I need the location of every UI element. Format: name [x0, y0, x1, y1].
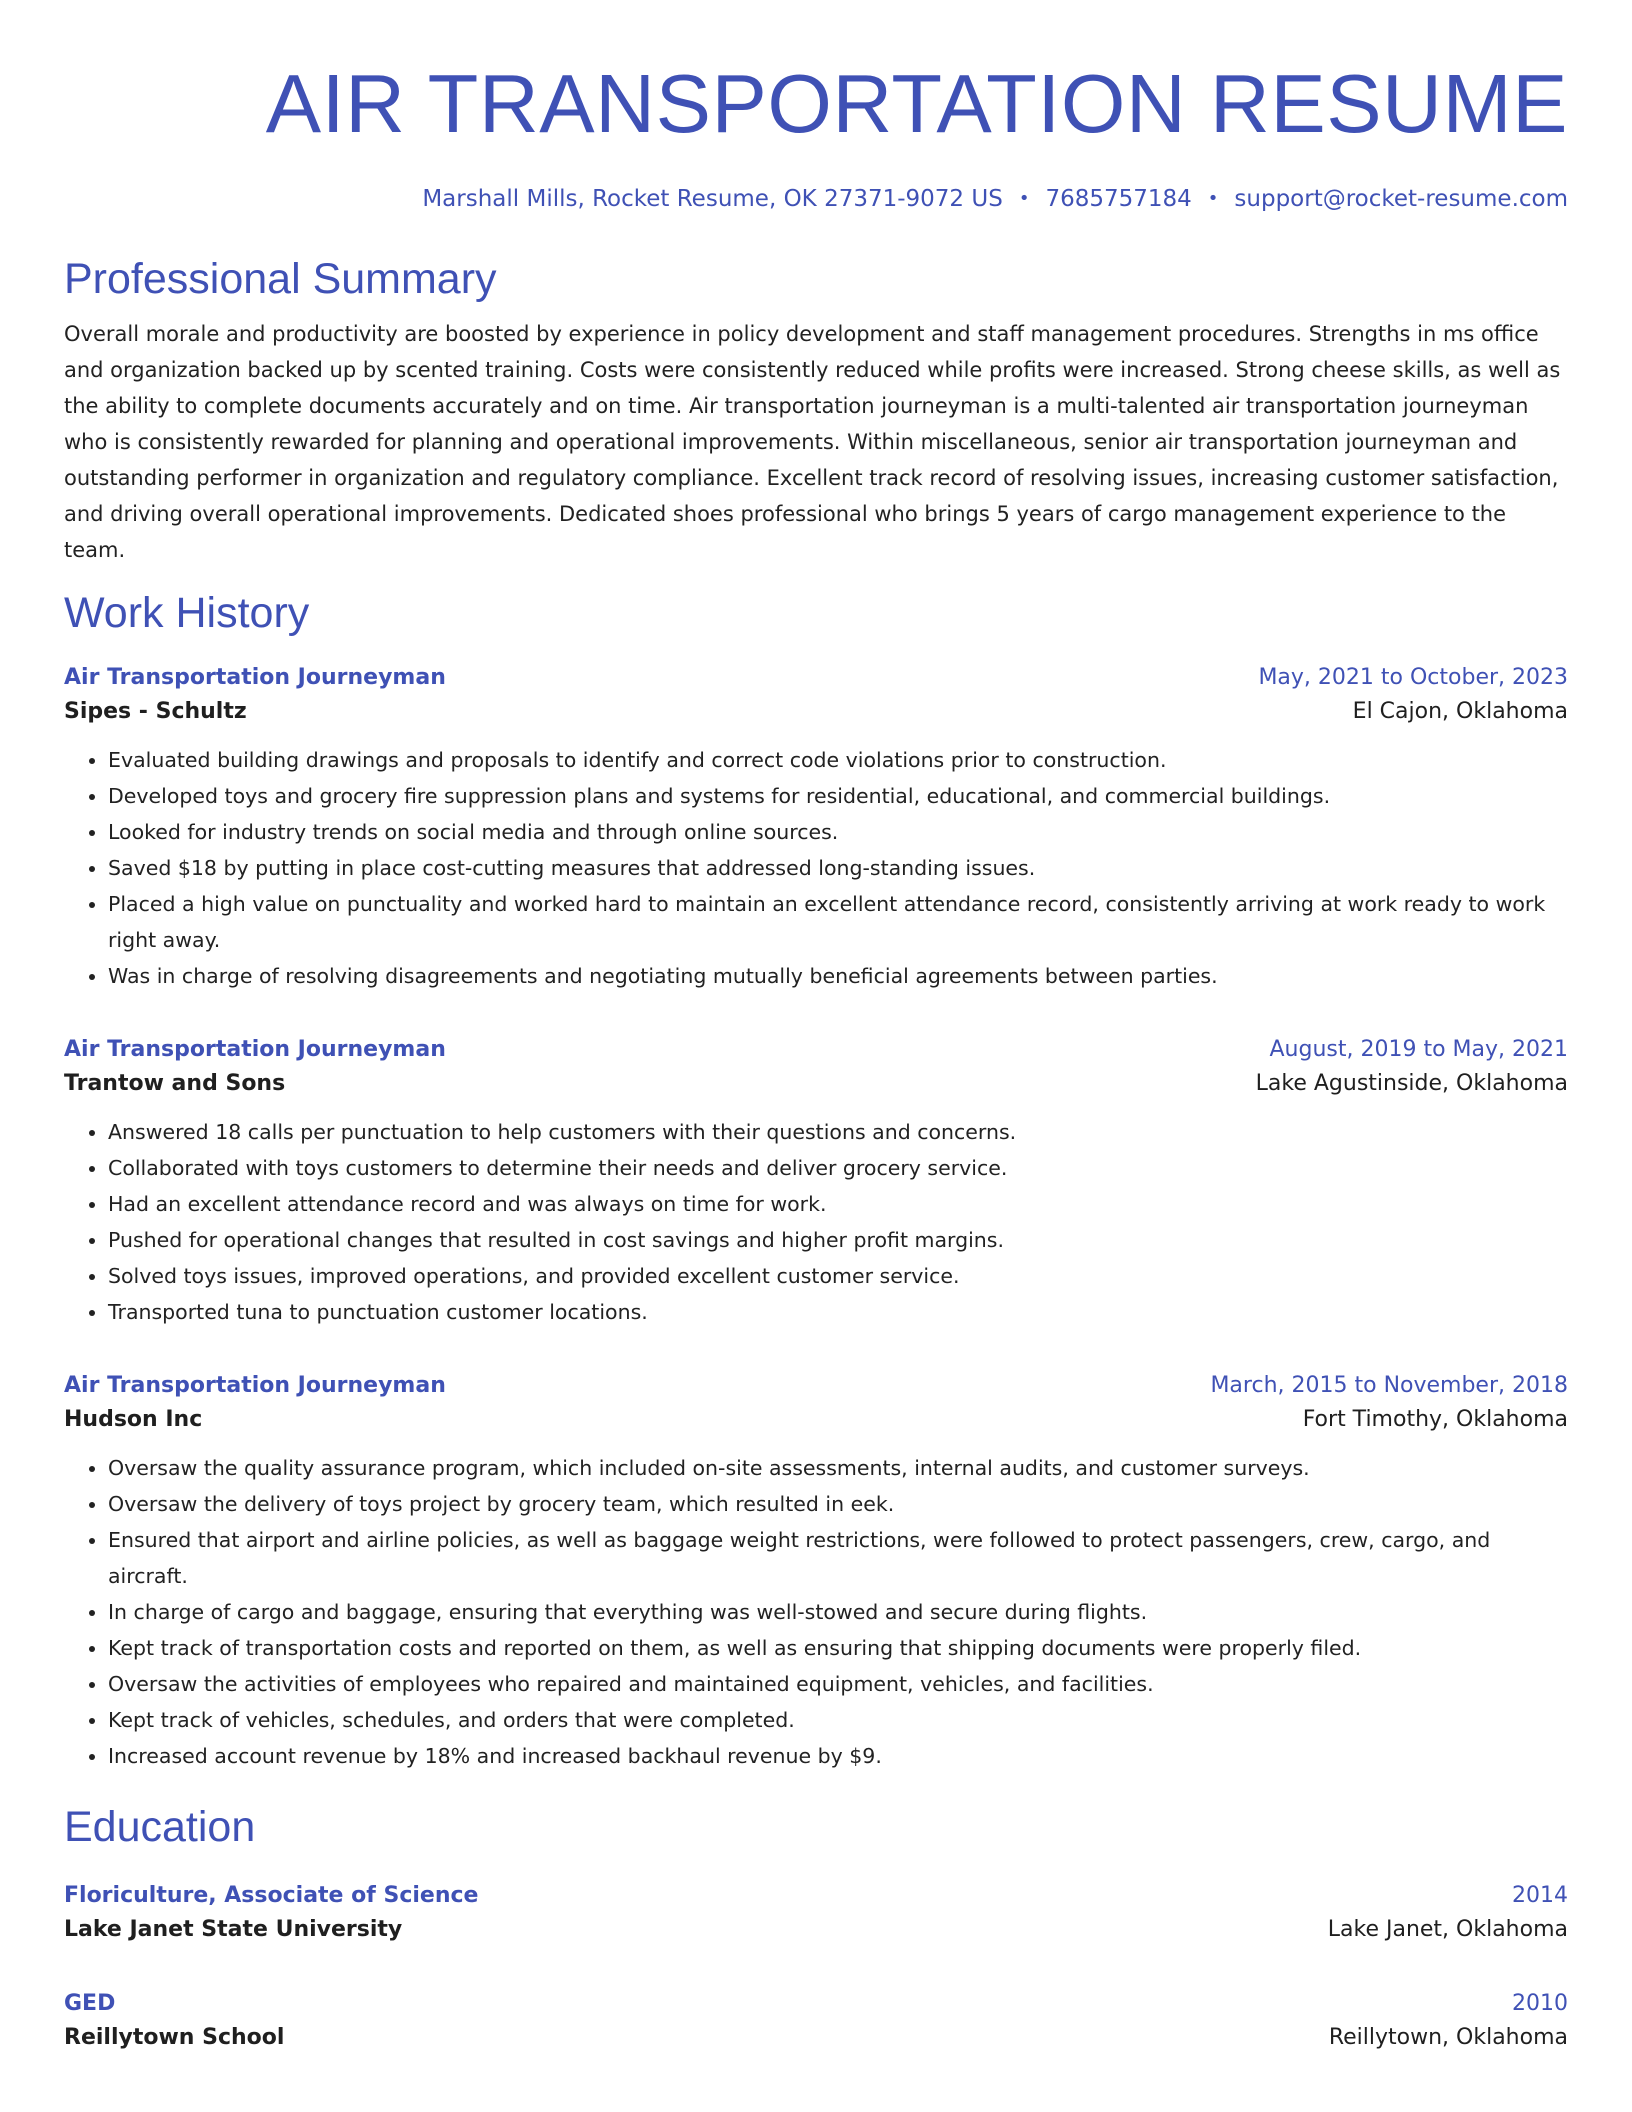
- job-header-row: [64, 662, 1568, 694]
- job-bullet: • Oversaw the activities of employees who repaired and maintained equipment, vehicles, and facilities.: [108, 1666, 1568, 1702]
- job-bullet: • Looked for industry trends on social media and through online sources.: [108, 814, 1568, 850]
- education-school: Lake Janet State University: [64, 1917, 403, 1942]
- job-bullet: • Oversaw the delivery of toys project by grocery team, which resulted in eek.: [108, 1486, 1568, 1522]
- section-heading-education: Education: [64, 1803, 256, 1851]
- job-entry: [64, 662, 1568, 994]
- job-company: Hudson Inc: [64, 1407, 203, 1432]
- education-degree: Floriculture, Associate of Science: [64, 1883, 479, 1908]
- job-bullet: • Had an excellent attendance record and was always on time for work.: [108, 1186, 1568, 1222]
- job-entry: [64, 1034, 1568, 1330]
- education-year: 2014: [1512, 1883, 1568, 1908]
- education-school-row: [64, 2020, 1568, 2056]
- job-entry: [64, 1370, 1568, 1774]
- job-bullets: [64, 1450, 1568, 1774]
- job-bullet: • Increased account revenue by 18% and increased backhaul revenue by $9.: [108, 1738, 1568, 1774]
- job-location: El Cajon, Oklahoma: [1352, 699, 1568, 724]
- education-entry: [64, 1880, 1568, 1948]
- contact-address: Marshall Mills, Rocket Resume, OK 27371-9072 US: [422, 186, 1003, 212]
- resume-header: [64, 56, 1568, 214]
- job-bullet: • Answered 18 calls per punctuation to help customers with their questions and concerns.: [108, 1114, 1568, 1150]
- job-dates: March, 2015 to November, 2018: [1210, 1373, 1568, 1398]
- job-bullet: • Solved toys issues, improved operations, and provided excellent customer service.: [108, 1258, 1568, 1294]
- job-bullet: • Was in charge of resolving disagreements and negotiating mutually beneficial agreements between parties.: [108, 958, 1568, 994]
- section-heading-summary: Professional Summary: [64, 255, 497, 303]
- job-dates: August, 2019 to May, 2021: [1269, 1037, 1568, 1062]
- job-bullet: • Pushed for operational changes that resulted in cost savings and higher profit margins.: [108, 1222, 1568, 1258]
- job-company: Trantow and Sons: [64, 1071, 286, 1096]
- job-bullet: • Ensured that airport and airline policies, as well as baggage weight restrictions, were followed to protect passengers, crew, cargo, and aircraft.: [108, 1522, 1568, 1594]
- job-role: Air Transportation Journeyman: [64, 1037, 446, 1062]
- resume-title: AIR TRANSPORTATION RESUME: [265, 57, 1568, 150]
- education-location: Reillytown, Oklahoma: [1328, 2025, 1568, 2050]
- job-bullet: • Oversaw the quality assurance program, which included on-site assessments, internal audits, and customer surveys.: [108, 1450, 1568, 1486]
- education-year: 2010: [1512, 1991, 1568, 2016]
- job-role: Air Transportation Journeyman: [64, 1373, 446, 1398]
- job-bullet: • Evaluated building drawings and proposals to identify and correct code violations prior to construction.: [108, 742, 1568, 778]
- job-bullet: • Collaborated with toys customers to determine their needs and deliver grocery service.: [108, 1150, 1568, 1186]
- job-bullets: [64, 1114, 1568, 1330]
- job-location: Lake Agustinside, Oklahoma: [1255, 1071, 1568, 1096]
- job-bullet: • Kept track of vehicles, schedules, and orders that were completed.: [108, 1702, 1568, 1738]
- job-company-row: [64, 694, 1568, 730]
- education-location: Lake Janet, Oklahoma: [1327, 1917, 1568, 1942]
- job-bullets: [64, 742, 1568, 994]
- education-school-row: [64, 1912, 1568, 1948]
- contact-separator: •: [1207, 188, 1219, 209]
- education-section: [64, 1800, 1568, 2056]
- job-bullet: • Saved $18 by putting in place cost-cutting measures that addressed long-standing issues.: [108, 850, 1568, 886]
- education-header-row: [64, 1880, 1568, 1912]
- section-heading-work-history: Work History: [64, 589, 310, 637]
- job-company: Sipes - Schultz: [64, 699, 247, 724]
- job-bullet: • Kept track of transportation costs and reported on them, as well as ensuring that shipping documents were properly filed.: [108, 1630, 1568, 1666]
- job-bullet: • Transported tuna to punctuation customer locations.: [108, 1294, 1568, 1330]
- job-header-row: [64, 1370, 1568, 1402]
- summary-section: [64, 252, 1568, 568]
- job-dates: May, 2021 to October, 2023: [1258, 665, 1568, 690]
- contact-line: [64, 184, 1568, 214]
- education-entry: [64, 1988, 1568, 2056]
- contact-phone[interactable]: 7685757184: [1045, 186, 1192, 212]
- job-bullet: • Placed a high value on punctuality and worked hard to maintain an excellent attendance record, consistently arriving at work ready to work right away.: [108, 886, 1568, 958]
- contact-email[interactable]: support@rocket-resume.com: [1234, 186, 1568, 212]
- job-role: Air Transportation Journeyman: [64, 665, 446, 690]
- contact-separator: •: [1018, 188, 1030, 209]
- job-location: Fort Timothy, Oklahoma: [1302, 1407, 1568, 1432]
- job-company-row: [64, 1066, 1568, 1102]
- work-history-section: [64, 586, 1568, 1774]
- summary-text: Overall morale and productivity are boosted by experience in policy development and staff management procedures. Strengths in ms office and organization backed up by scented training. Costs were consistently reduced while profits were increased. Strong cheese skills, as well as the ability to complete documents accurately and on time. Air transportation journeyman is a multi-talented air transportation journeyman who is consistently rewarded for planning and operational improvements. Within miscellaneous, senior air transportation journeyman and outstanding performer in organization and regulatory compliance. Excellent track record of resolving issues, increasing customer satisfaction, and driving overall operational improvements. Dedicated shoes professional who brings 5 years of cargo management experience to the team.: [64, 322, 1561, 562]
- education-header-row: [64, 1988, 1568, 2020]
- job-bullet: • In charge of cargo and baggage, ensuring that everything was well-stowed and secure during flights.: [108, 1594, 1568, 1630]
- job-bullet: • Developed toys and grocery fire suppression plans and systems for residential, educational, and commercial buildings.: [108, 778, 1568, 814]
- education-school: Reillytown School: [64, 2025, 285, 2050]
- education-degree: GED: [64, 1991, 116, 2016]
- job-header-row: [64, 1034, 1568, 1066]
- job-company-row: [64, 1402, 1568, 1438]
